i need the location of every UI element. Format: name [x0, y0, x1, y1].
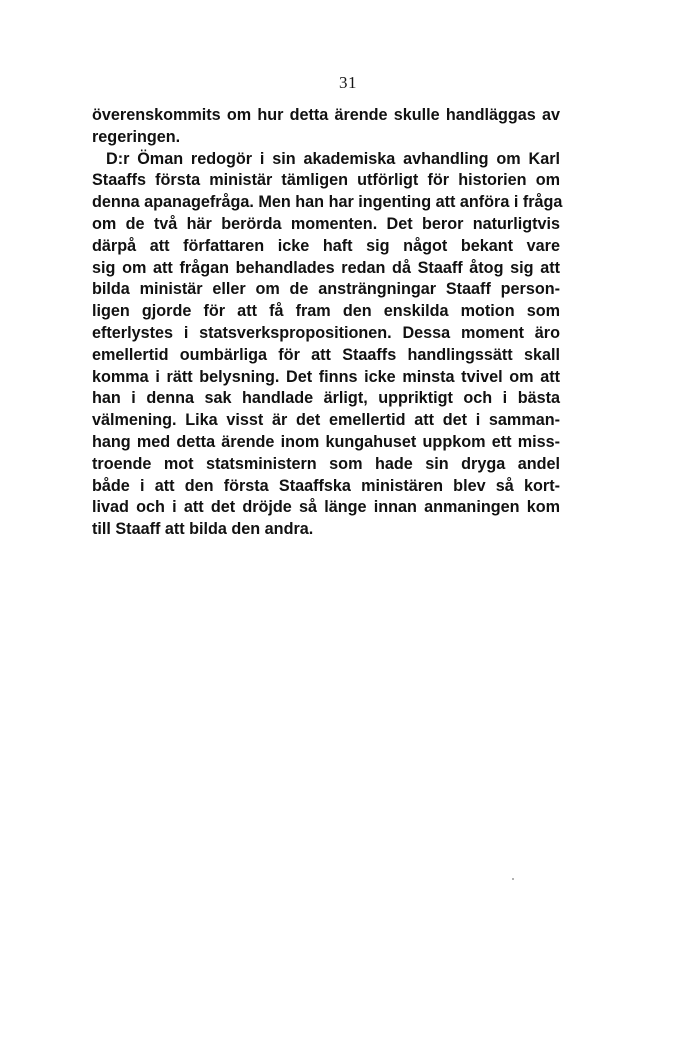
paragraph-1 — [92, 105, 560, 149]
text-line: efterlystes i statsverkspropositionen. Dessa moment äro — [92, 323, 560, 342]
text-line: därpå att författaren icke haft sig något bekant vare — [92, 236, 560, 255]
text-line: ligen gjorde för att få fram den enskilda motion som — [92, 302, 560, 321]
text-line: Staaffs första ministär tämligen utförligt för historien om — [92, 171, 560, 190]
text-line: livad och i att det dröjde så länge innan anmaningen kom — [92, 498, 560, 517]
text-line: om de två här berörda momenten. Det beror naturligtvis — [92, 214, 560, 233]
text-line: välmening. Lika visst är det emellertid att det i samman- — [92, 411, 560, 430]
text-line: regeringen. — [92, 127, 181, 146]
text-line: till Staaff att bilda den andra. — [92, 520, 314, 539]
text-line: denna apanagefråga. Men han har ingenting att anföra i fråga — [92, 193, 563, 212]
text-line: troende mot statsministern som hade sin dryga andel — [92, 454, 560, 473]
text-line: D:r Öman redogör i sin akademiska avhandling om Karl — [106, 149, 560, 168]
text-line: överenskommits om hur detta ärende skulle handläggas av — [92, 106, 560, 124]
text-line: sig om att frågan behandlades redan då Staaff åtog sig att — [92, 258, 560, 277]
text-line: bilda ministär eller om de ansträngningar Staaff person- — [92, 280, 560, 299]
body-text — [92, 105, 563, 541]
text-line: han i denna sak handlade ärligt, uppriktigt och i bästa — [92, 389, 560, 408]
paragraph-2 — [92, 149, 563, 541]
paper-speck — [512, 878, 514, 880]
text-line: både i att den första Staaffska ministären blev så kort- — [92, 476, 560, 495]
text-line: emellertid oumbärliga för att Staaffs handlingssätt skall — [92, 345, 560, 364]
page-number: 31 — [339, 73, 357, 92]
text-line: komma i rätt belysning. Det finns icke minsta tvivel om att — [92, 367, 560, 386]
text-line: hang med detta ärende inom kungahuset uppkom ett miss- — [92, 432, 560, 451]
